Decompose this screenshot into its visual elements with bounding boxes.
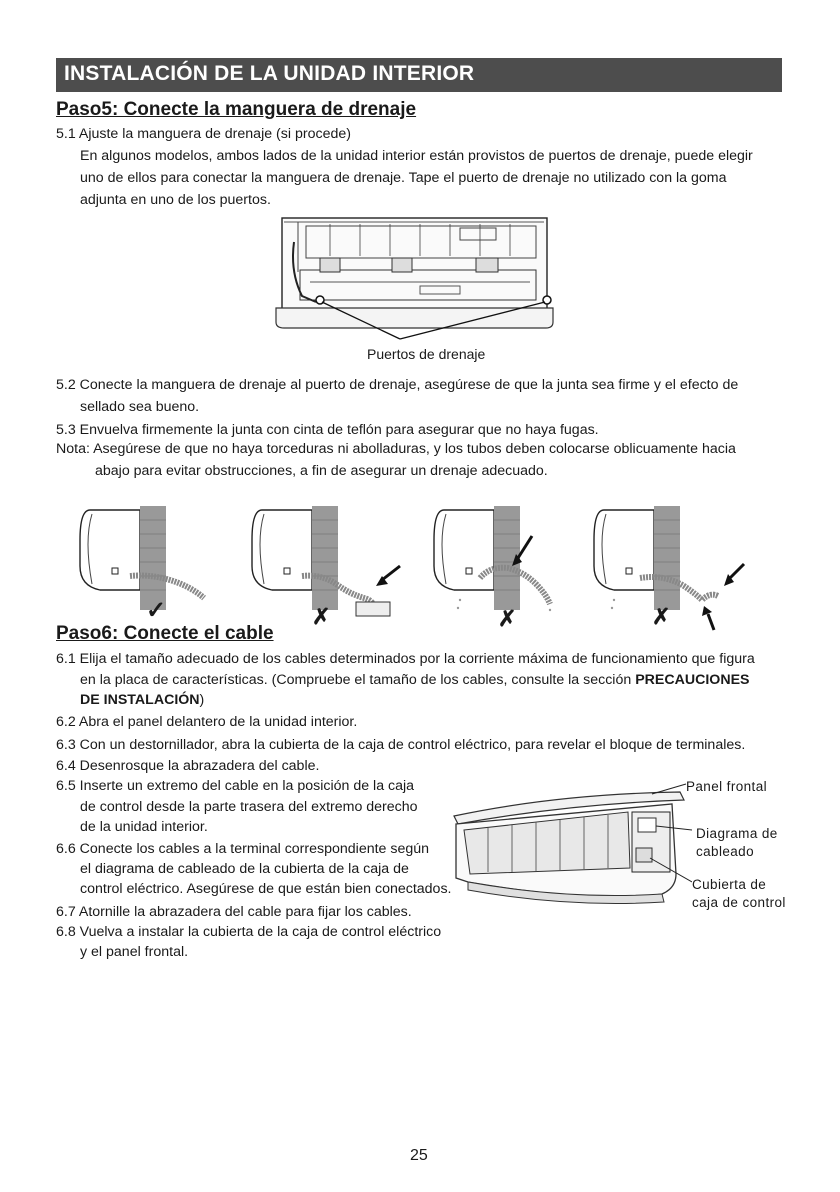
step5-1-line-1: En algunos modelos, ambos lados de la unidad interior están provistos de puertos de drenaje, puede elegir xyxy=(80,148,753,164)
step6-6-line-3: control eléctrico. Asegúrese de que están bien conectados. xyxy=(80,881,452,897)
step6-1-bold-b: DE INSTALACIÓN xyxy=(80,692,200,708)
step6-1-line-1: 6.1 Elija el tamaño adecuado de los cables determinados por la corriente máxima de funcionamiento que figura xyxy=(56,651,755,667)
step5-1-line-2: uno de ellos para conectar la manguera de drenaje. Tape el puerto de drenaje no utilizado con la goma xyxy=(80,170,727,186)
step6-title: Paso6: Conecte el cable xyxy=(56,623,274,644)
step6-8-line-1: 6.8 Vuelva a instalar la cubierta de la caja de control eléctrico xyxy=(56,924,442,940)
step6-5-line-1: 6.5 Inserte un extremo del cable en la posición de la caja xyxy=(56,778,415,794)
step6-7-text: 6.7 Atornille la abrazadera del cable para fijar los cables. xyxy=(56,904,412,920)
label-front-panel: Panel frontal xyxy=(686,779,767,794)
cross-mark-icon: ✗ xyxy=(312,604,331,629)
hose-illustration-1 xyxy=(70,500,220,618)
step6-1-bold-a: PRECAUCIONES xyxy=(635,672,750,688)
label-wiring-diagram-1: Diagrama de xyxy=(696,826,778,841)
label-control-cover-1: Cubierta de xyxy=(692,877,767,892)
step6-5-line-2: de control desde la parte trasera del extremo derecho xyxy=(80,799,418,815)
label-wiring-diagram-2: cableado xyxy=(696,844,754,859)
hose-illustration-3 xyxy=(424,500,574,618)
step5-3-text: 5.3 Envuelva firmemente la junta con cinta de teflón para asegurar que no haya fugas. xyxy=(56,422,599,438)
section-title: INSTALACIÓN DE LA UNIDAD INTERIOR xyxy=(64,62,475,85)
step6-1-line-2 xyxy=(80,670,750,690)
hose-illustration-2 xyxy=(232,500,402,618)
step5-2-line-2: sellado sea bueno. xyxy=(80,399,200,415)
cross-mark-icon: ✗ xyxy=(652,604,671,629)
step6-6-line-1: 6.6 Conecte los cables a la terminal correspondiente según xyxy=(56,841,430,857)
step6-5-line-3: de la unidad interior. xyxy=(80,819,208,835)
note-line-1: Nota: Asegúrese de que no haya torceduras ni abolladuras, y los tubos deben colocarse oblicuamente hacia xyxy=(56,441,736,457)
page-number: 25 xyxy=(410,1147,428,1164)
check-mark-icon: ✓ xyxy=(146,597,167,624)
indoor-unit-figure xyxy=(448,778,692,912)
step6-1-line-3 xyxy=(80,690,204,710)
step6-4-text: 6.4 Desenrosque la abrazadera del cable. xyxy=(56,758,320,774)
step6-2-text: 6.2 Abra el panel delantero de la unidad interior. xyxy=(56,714,358,730)
step5-2-line-1: 5.2 Conecte la manguera de drenaje al puerto de drenaje, asegúrese de que la junta sea firme y el efecto de xyxy=(56,377,739,393)
step5-1-line-3: adjunta en uno de los puertos. xyxy=(80,192,271,208)
step5-title: Paso5: Conecte la manguera de drenaje xyxy=(56,99,417,120)
cross-mark-icon: ✗ xyxy=(498,606,517,631)
step6-8-line-2: y el panel frontal. xyxy=(80,944,189,960)
step6-1-line-2-text: en la placa de características. (Compruebe el tamaño de los cables, consulte la sección xyxy=(80,672,636,688)
step6-1-end: ) xyxy=(199,692,205,708)
label-control-cover-2: caja de control xyxy=(692,895,786,910)
note-line-2: abajo para evitar obstrucciones, a fin de asegurar un drenaje adecuado. xyxy=(95,463,548,479)
step6-3-text: 6.3 Con un destornillador, abra la cubierta de la caja de control eléctrico, para revelar el bloque de terminales. xyxy=(56,737,746,753)
step5-1-heading: 5.1 Ajuste la manguera de drenaje (si procede) xyxy=(56,126,351,142)
drain-ports-figure xyxy=(270,212,560,340)
drain-ports-caption: Puertos de drenaje xyxy=(367,346,486,362)
step6-6-line-2: el diagrama de cableado de la cubierta de la caja de xyxy=(80,861,409,877)
